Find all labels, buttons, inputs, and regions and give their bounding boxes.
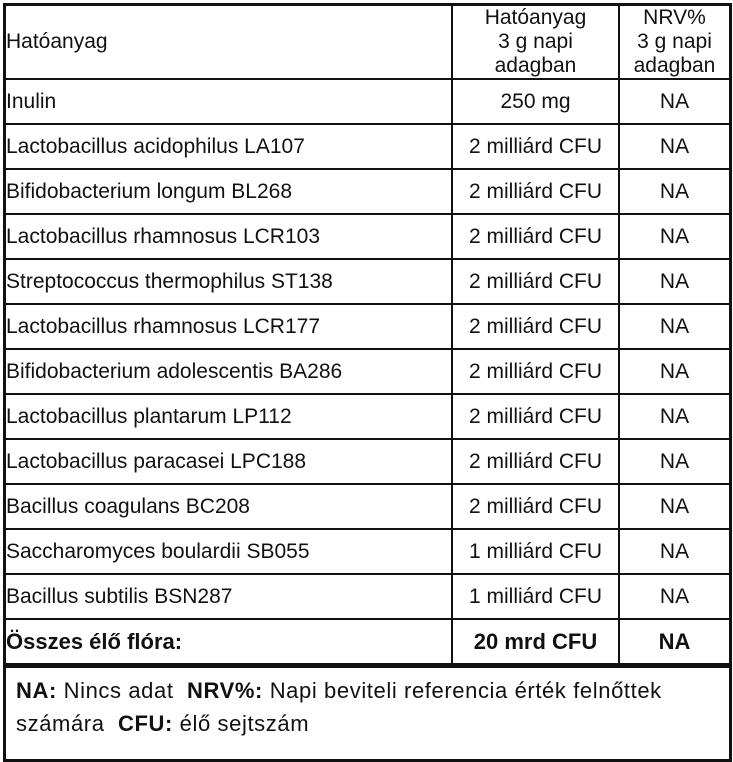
table-row [6, 484, 729, 529]
ingredient-amount: 1 milliárd CFU [452, 574, 619, 619]
nutrition-table-frame [3, 3, 732, 762]
table-row [6, 304, 729, 349]
ingredient-amount: 2 milliárd CFU [452, 304, 619, 349]
ingredient-name: Bifidobacterium longum BL268 [6, 169, 452, 214]
header-amount [452, 6, 619, 79]
header-amount-line: Hatóanyag [484, 6, 587, 29]
ingredient-nrv: NA [619, 304, 729, 349]
ingredient-nrv: NA [619, 439, 729, 484]
legend-nrv-label: NRV%: [187, 678, 263, 703]
total-label: Összes élő flóra: [6, 619, 452, 664]
total-row [6, 619, 729, 664]
legend-cfu-label: CFU: [118, 711, 173, 736]
header-ingredient: Hatóanyag [6, 6, 452, 79]
ingredient-name: Lactobacillus rhamnosus LCR103 [6, 214, 452, 259]
table-row [6, 169, 729, 214]
ingredient-amount: 2 milliárd CFU [452, 259, 619, 304]
ingredient-name: Bacillus subtilis BSN287 [6, 574, 452, 619]
ingredient-name: Bifidobacterium adolescentis BA286 [6, 349, 452, 394]
ingredient-amount: 250 mg [452, 79, 619, 124]
ingredient-amount: 2 milliárd CFU [452, 124, 619, 169]
ingredient-name: Lactobacillus rhamnosus LCR177 [6, 304, 452, 349]
ingredient-name: Inulin [6, 79, 452, 124]
ingredient-amount: 2 milliárd CFU [452, 214, 619, 259]
table-body [6, 79, 729, 619]
table-header-row [6, 6, 729, 79]
ingredient-name: Streptococcus thermophilus ST138 [6, 259, 452, 304]
ingredient-nrv: NA [619, 79, 729, 124]
header-nrv-line: 3 g napi [637, 30, 712, 53]
ingredient-nrv: NA [619, 259, 729, 304]
header-nrv-line: NRV% [643, 6, 706, 29]
ingredient-nrv: NA [619, 124, 729, 169]
ingredient-nrv: NA [619, 484, 729, 529]
ingredient-nrv: NA [619, 169, 729, 214]
ingredients-table [6, 6, 729, 665]
ingredient-amount: 2 milliárd CFU [452, 169, 619, 214]
header-amount-line: 3 g napi [498, 30, 573, 53]
table-row [6, 394, 729, 439]
ingredient-name: Lactobacillus paracasei LPC188 [6, 439, 452, 484]
header-nrv [619, 6, 729, 79]
table-row [6, 259, 729, 304]
legend-na-text: Nincs adat [63, 678, 174, 703]
table-row [6, 124, 729, 169]
ingredient-amount: 2 milliárd CFU [452, 439, 619, 484]
ingredient-nrv: NA [619, 214, 729, 259]
ingredient-nrv: NA [619, 349, 729, 394]
ingredient-name: Lactobacillus plantarum LP112 [6, 394, 452, 439]
ingredient-name: Saccharomyces boulardii SB055 [6, 529, 452, 574]
header-amount-line: adagban [494, 54, 577, 77]
ingredient-nrv: NA [619, 394, 729, 439]
table-row [6, 349, 729, 394]
ingredient-amount: 2 milliárd CFU [452, 349, 619, 394]
ingredient-amount: 2 milliárd CFU [452, 394, 619, 439]
table-row [6, 439, 729, 484]
table-row [6, 529, 729, 574]
table-row [6, 79, 729, 124]
table-row [6, 214, 729, 259]
ingredient-name: Lactobacillus acidophilus LA107 [6, 124, 452, 169]
ingredient-amount: 1 milliárd CFU [452, 529, 619, 574]
legend-cfu-text: élő sejtszám [179, 711, 310, 736]
total-amount: 20 mrd CFU [452, 619, 619, 664]
table-row [6, 574, 729, 619]
ingredient-name: Bacillus coagulans BC208 [6, 484, 452, 529]
legend-nrv-text: Napi beviteli referencia érték felnőttek számára [16, 678, 662, 736]
ingredient-nrv: NA [619, 574, 729, 619]
header-nrv-line: adagban [633, 54, 716, 77]
ingredient-nrv: NA [619, 529, 729, 574]
total-nrv: NA [619, 619, 729, 664]
legend-na-label: NA: [16, 678, 57, 703]
legend-footnote [6, 665, 729, 740]
ingredient-amount: 2 milliárd CFU [452, 484, 619, 529]
